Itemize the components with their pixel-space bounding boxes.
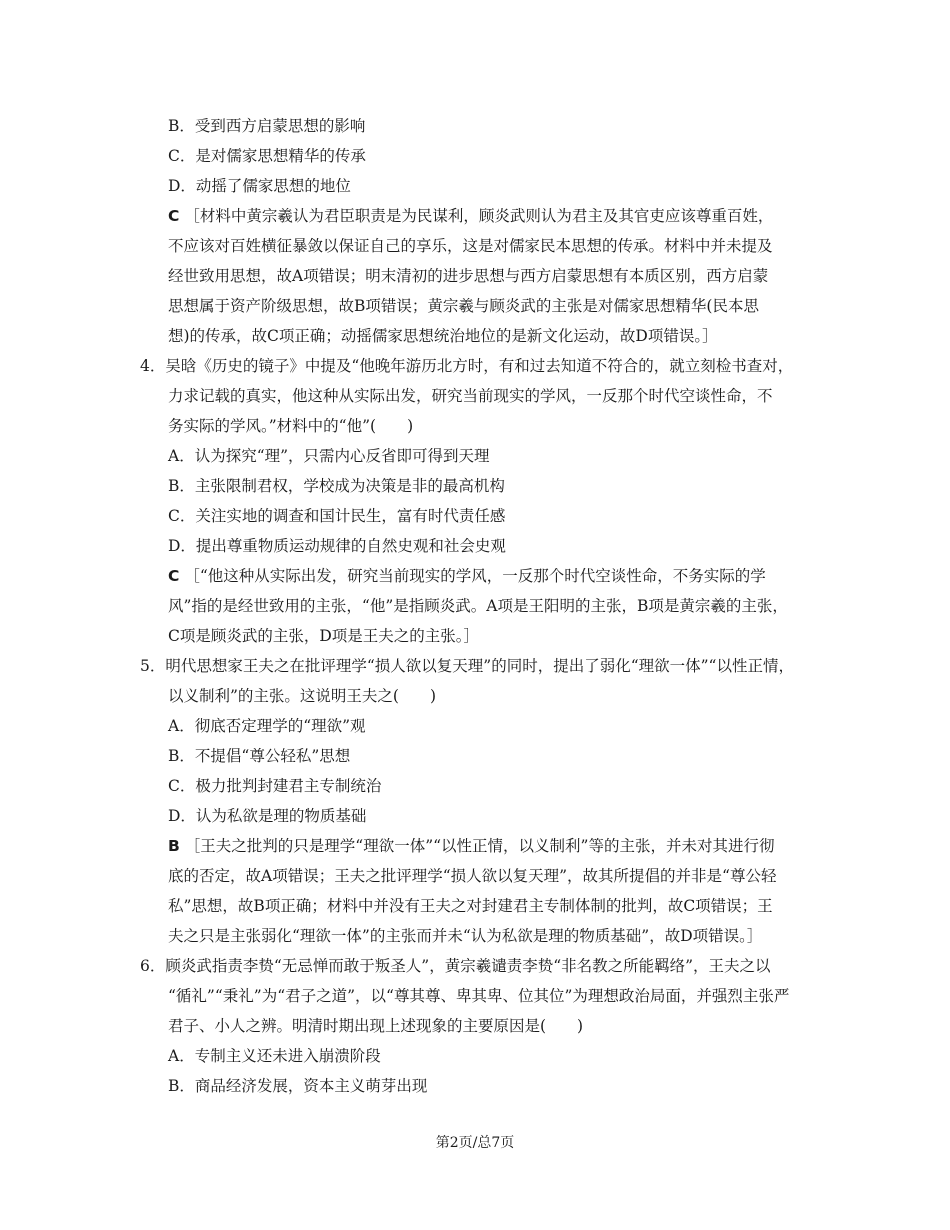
q5-explanation-line-4: 夫之只是主张弱化“理欲一体”的主张而并未“认为私欲是理的物质基础”，故D项错误。］ [168,927,763,945]
q3-explanation-line-3: 经世致用思想，故A项错误；明末清初的进步思想与西方启蒙思想有本质区别，西方启蒙 [168,267,769,285]
q3-explanation-line-4: 思想属于资产阶级思想，故B项错误；黄宗羲与顾炎武的主张是对儒家思想精华(民本思 [168,297,759,315]
q5-answer: B [168,837,180,855]
q4-explanation-line-2: 风”指的是经世致用的主张，“他”是指顾炎武。A项是王阳明的主张，B项是黄宗羲的主张， [168,597,788,615]
q4-stem-line-1: 4．吴晗《历史的镜子》中提及“他晚年游历北方时，有和过去知道不符合的，就立刻检书查对， [140,357,794,375]
q3-answer: C [168,207,180,225]
q3-explanation-line-5: 想)的传承，故C项正确；动摇儒家思想统治地位的是新文化运动，故D项错误。］ [168,327,718,345]
q3-explanation-line-2: 不应该对百姓横征暴敛以保证自己的享乐，这是对儒家民本思想的传承。材料中并未提及 [168,237,773,255]
q3-explanation-line-1: C ［材料中黄宗羲认为君臣职责是为民谋利，顾炎武则认为君主及其官吏应该尊重百姓， [168,207,774,225]
q6-stem-line-1: 6．顾炎武指责李贽“无忌惮而敢于叛圣人”，黄宗羲谴责李贽“非名教之所能羁络”，王夫之以 [140,957,771,975]
q4-option-b: B．主张限制君权，学校成为决策是非的最高机构 [168,477,505,495]
q5-explanation-line-1: B ［王夫之批判的只是理学“理欲一体”“以性正情，以义制利”等的主张，并未对其进行彻 [168,837,775,855]
q5-option-b: B．不提倡“尊公轻私”思想 [168,747,351,765]
q3-option-d: D．动摇了儒家思想的地位 [168,177,351,195]
q4-option-d: D．提出尊重物质运动规律的自然史观和社会史观 [168,537,506,555]
q4-stem-line-3: 务实际的学风。”材料中的“他”( ) [168,417,414,435]
q4-answer: C [168,567,180,585]
q4-stem-line-2: 力求记载的真实，他这种从实际出发，研究当前现实的学风，一反那个时代空谈性命，不 [168,387,773,405]
q6-stem-line-3: 君子、小人之辨。明清时期出现上述现象的主要原因是( ) [168,1017,584,1035]
q5-option-a: A．彻底否定理学的“理欲”观 [168,717,366,735]
q4-option-c: C．关注实地的调查和国计民生，富有时代责任感 [168,507,506,525]
q6-option-a: A．专制主义还未进入崩溃阶段 [168,1047,381,1065]
q5-stem-line-2: 以义制利”的主张。这说明王夫之( ) [168,687,437,705]
q5-stem-line-1: 5．明代思想家王夫之在批评理学“损人欲以复天理”的同时，提出了弱化“理欲一体”“以性正情， [140,657,794,675]
q4-explanation-line-3: C项是顾炎武的主张，D项是王夫之的主张。］ [168,627,480,645]
q5-option-d: D．认为私欲是理的物质基础 [168,807,367,825]
q6-stem-line-2: “循礼”“秉礼”为“君子之道”，以“尊其尊、卑其卑、位其位”为理想政治局面，并强烈主张严 [168,987,790,1005]
q5-option-c: C．极力批判封建君主专制统治 [168,777,382,795]
q6-option-b: B．商品经济发展，资本主义萌芽出现 [168,1077,428,1095]
q5-explanation-line-2: 底的否定，故A项错误；王夫之批评理学“损人欲以复天理”，故其所提倡的并非是“尊公轻 [168,867,777,885]
q3-option-c: C．是对儒家思想精华的传承 [168,147,366,165]
q5-explanation-line-3: 私”思想，故B项正确；材料中并没有王夫之对封建君主专制体制的批判，故C项错误；王 [168,897,773,915]
page-footer: 第2页/总7页 [435,1135,515,1151]
q4-option-a: A．认为探究“理”，只需内心反省即可得到天理 [168,447,490,465]
q3-option-b: B．受到西方启蒙思想的影响 [168,117,366,135]
q4-explanation-line-1: C ［“他这种从实际出发，研究当前现实的学风，一反那个时代空谈性命，不务实际的学 [168,567,766,585]
